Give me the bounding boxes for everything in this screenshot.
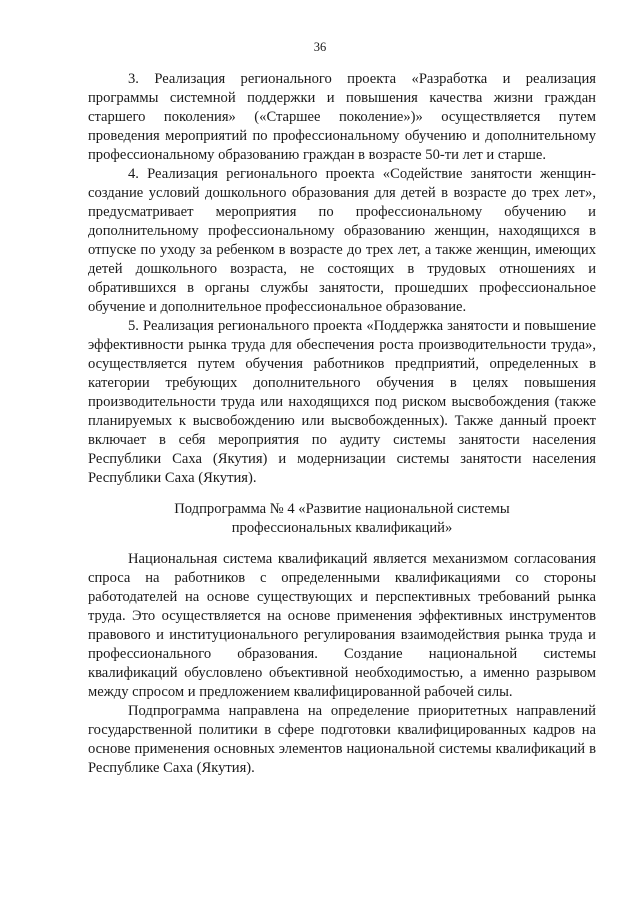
paragraph-subprogram-goal: Подпрограмма направлена на определение приоритетных направлений государственной политики в сфере подготовки квалифицированных кадров на основе применения основных элементов национальной системы квалификаций в Республике Саха (Якутия). bbox=[88, 703, 596, 776]
spacer bbox=[88, 538, 596, 550]
paragraph-project-3: 3. Реализация регионального проекта «Разработка и реализация программы системной поддержки и повышения качества жизни граждан старшего поколения» («Старшее поколение»)» осуществляется путем проведения мероприятий по профессиональному обучению и дополнительному профессиональному образованию граждан в возрасте 50-ти лет и старше. bbox=[88, 71, 596, 163]
document-body bbox=[88, 70, 596, 778]
section-heading bbox=[88, 500, 596, 538]
paragraph-project-4: 4. Реализация регионального проекта «Содействие занятости женщин-создание условий дошкольного образования для детей в возрасте до трех лет», предусматривает мероприятия по профессиональному обучению и дополнительному профессиональному образованию женщин, находящихся в отпуске по уходу за ребенком в возрасте до трех лет, а также женщин, имеющих детей дошкольного возраста, не состоящих в трудовых отношениях и обратившихся в органы службы занятости, прошедших профессиональное обучение и дополнительное профессиональное образование. bbox=[88, 166, 596, 315]
section-heading-line-2: профессиональных квалификаций» bbox=[231, 520, 453, 536]
paragraph-project-5: 5. Реализация регионального проекта «Поддержка занятости и повышение эффективности рынка труда для обеспечения роста производительности труда», осуществляется путем обучения работников предприятий, определенных в категории требующих дополнительного обучения в целях повышения производительности труда или находящихся под риском высвобождения (также планируемых к высвобождению или высвобожденных). Также данный проект включает в себя мероприятия по аудиту системы занятости населения Республики Саха (Якутия) и модернизации системы занятости населения Республики Саха (Якутия). bbox=[88, 318, 596, 486]
paragraph-national-system: Национальная система квалификаций является механизмом согласования спроса на работников с определенными квалификациями со стороны работодателей на основе существующих и перспективных требований рынка труда. Это осуществляется на основе применения эффективных инструментов правового и институционального регулирования взаимодействия рынка труда и профессионального образования. Создание национальной системы квалификаций обусловлено объективной необходимостью, а именно разрывом между спросом и предложением квалифицированной рабочей силы. bbox=[88, 551, 596, 700]
page-number: 36 bbox=[313, 40, 327, 54]
spacer bbox=[88, 488, 596, 500]
section-heading-line-1: Подпрограмма № 4 «Развитие национальной системы bbox=[174, 501, 510, 517]
